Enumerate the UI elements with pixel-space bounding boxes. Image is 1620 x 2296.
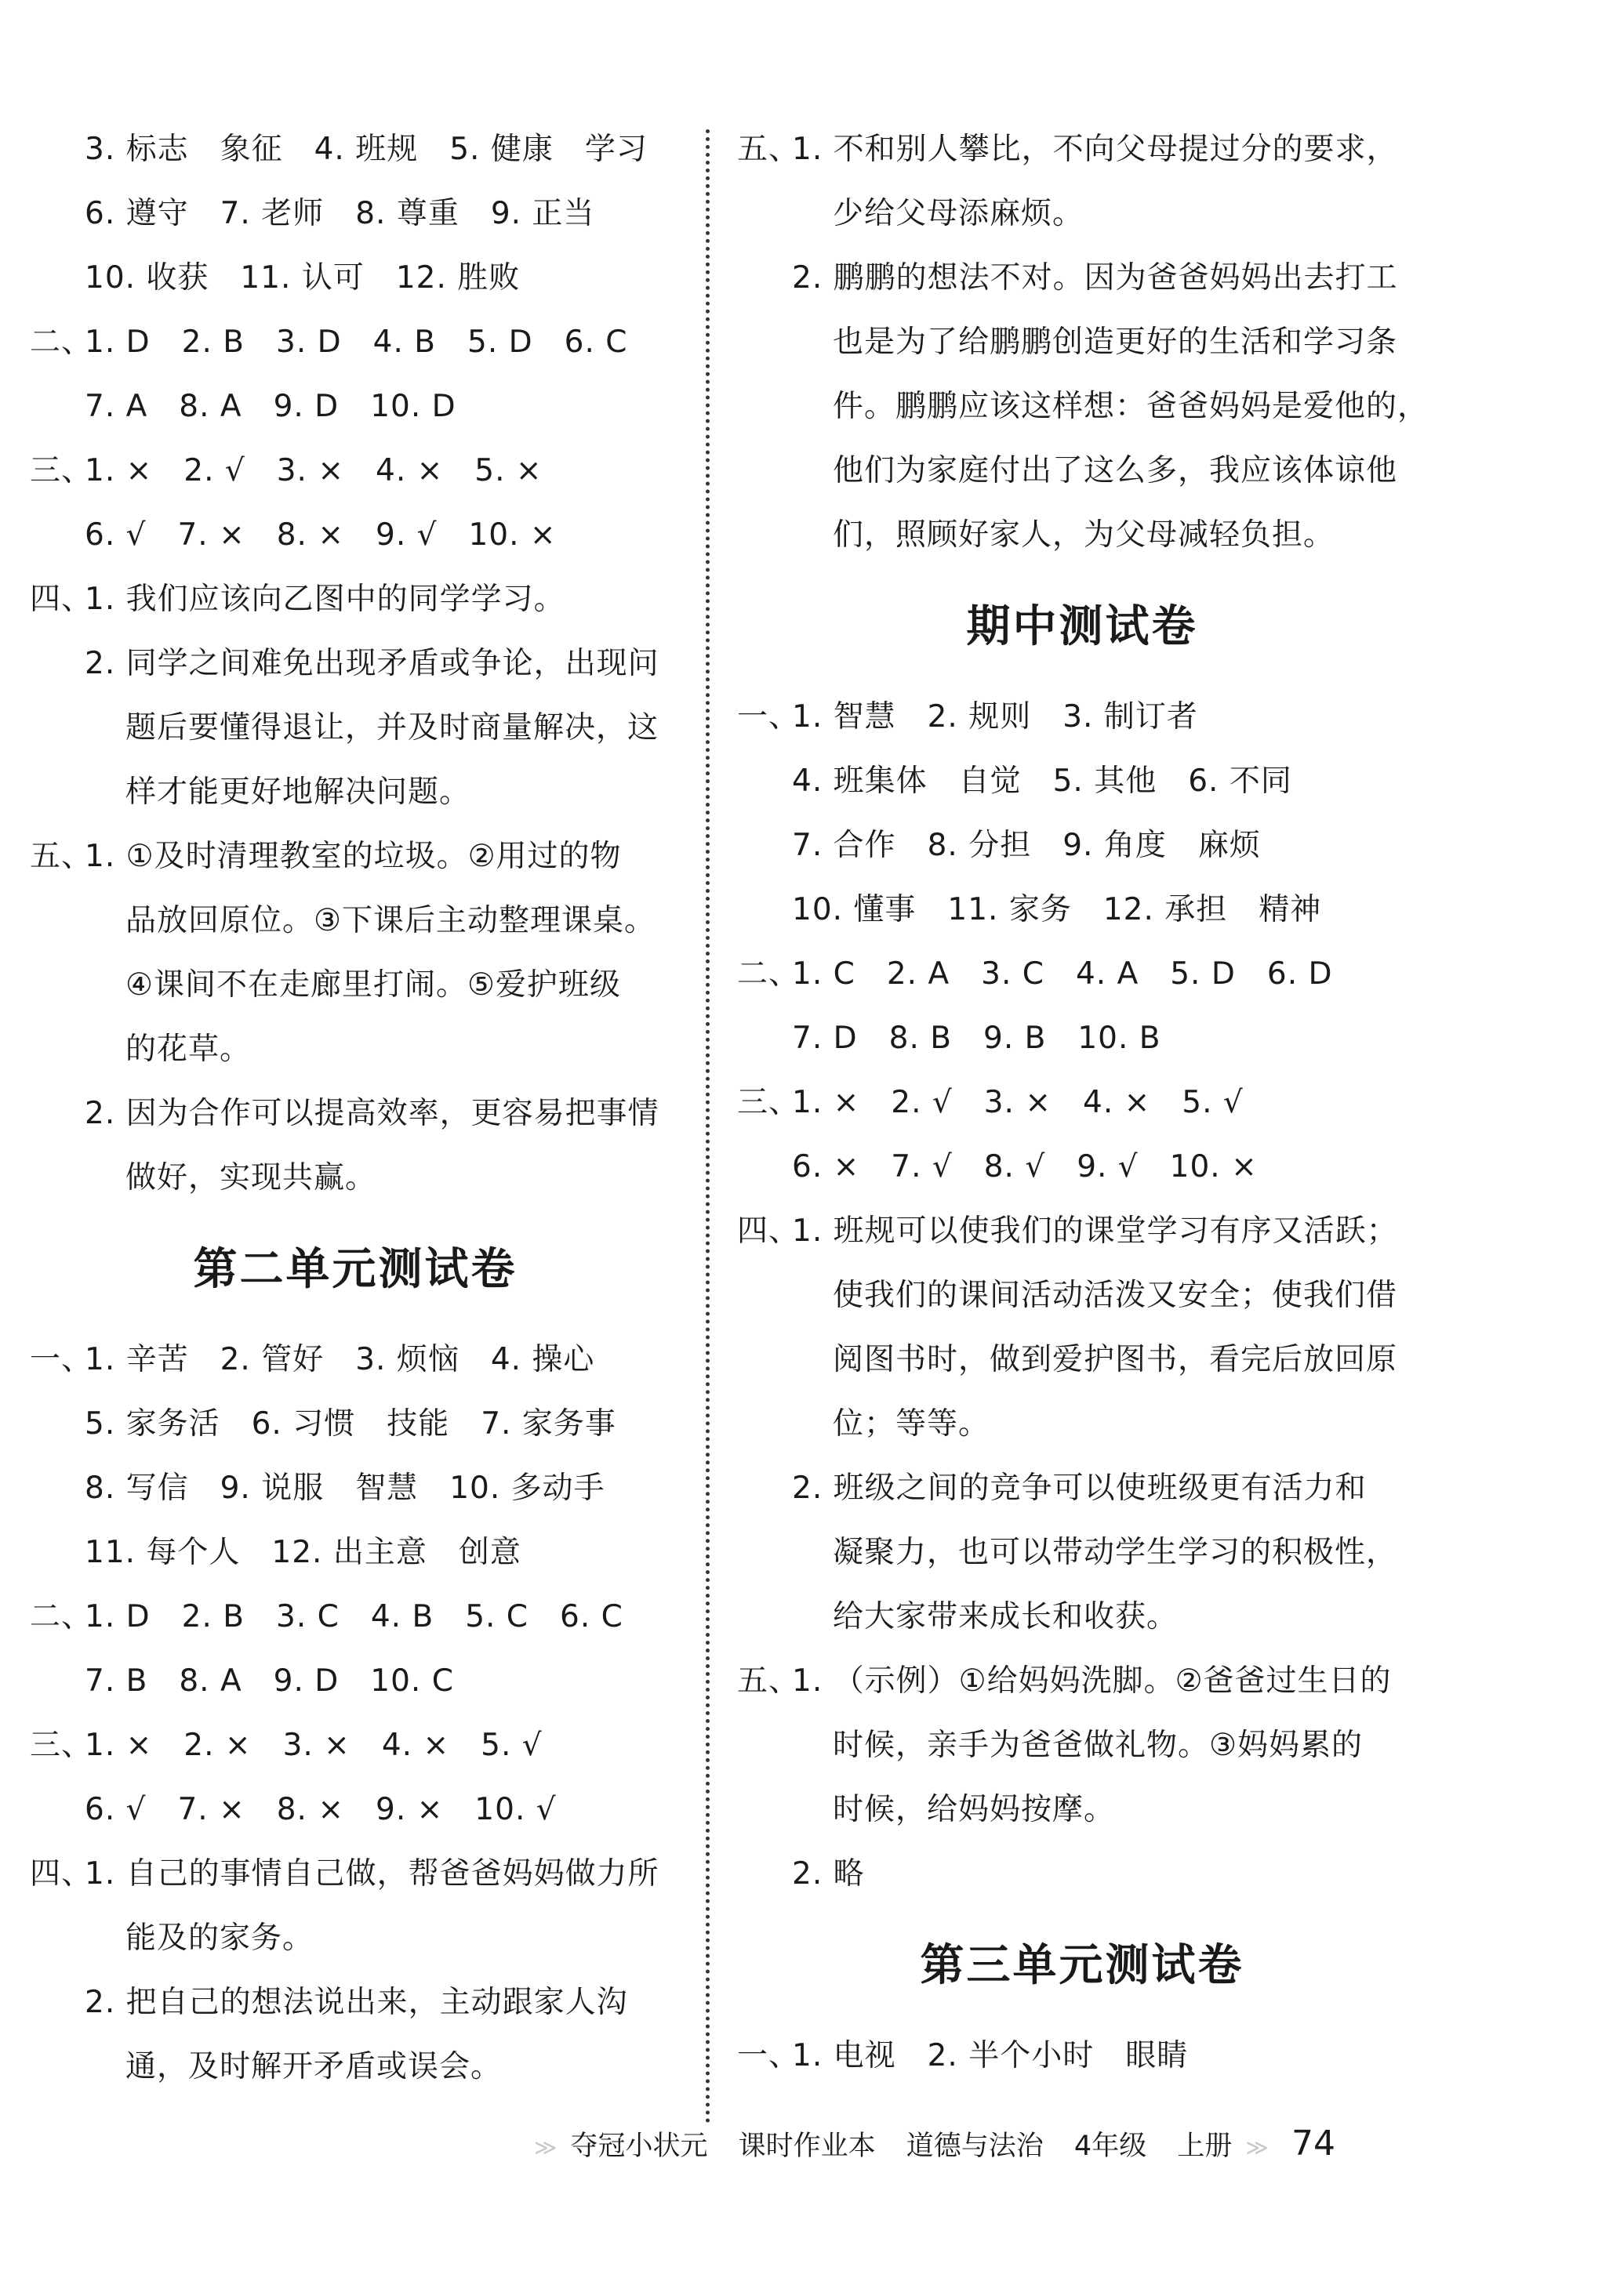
answer-line [30,1521,681,1585]
right-column [737,118,1427,2088]
answer-text: 11. 每个人 12. 出主意 创意 [85,1535,521,1570]
question-group-number: 五、 [30,839,93,874]
question-group-number: 三、 [737,1085,801,1120]
answer-line [30,1649,681,1714]
answer-text: 6. √ 7. × 8. × 9. √ 10. × [85,517,557,553]
answer-line [30,696,681,760]
answer-line [30,953,681,1017]
footer-decoration-left: ≫ [534,2135,558,2160]
answer-text: 样才能更好地解决问题。 [125,774,471,810]
answer-line [30,889,681,953]
answer-text: 给大家带来成长和收获。 [833,1599,1179,1634]
answer-text: 2. 把自己的想法说出来，主动跟家人沟 [85,1985,628,2020]
answer-text: 1. 班规可以使我们的课堂学习有序又活跃； [792,1213,1398,1249]
answer-line [30,1146,681,1210]
answer-line [30,1906,681,1971]
answer-line [30,568,681,632]
answer-line [737,439,1427,503]
answer-line [30,375,681,439]
answer-text: 1. 智慧 2. 规则 3. 制订者 [792,699,1198,735]
answer-text: 阅图书时，做到爱护图书，看完后放回原 [833,1342,1398,1377]
answer-text: 3. 标志 象征 4. 班规 5. 健康 学习 [85,132,648,167]
question-group-number: 四、 [737,1213,801,1249]
answer-text: 10. 收获 11. 认可 12. 胜败 [85,260,521,296]
answer-line [30,2035,681,2099]
answer-text: 件。鹏鹏应该这样想：爸爸妈妈是爱他的， [833,389,1429,424]
footer-volume: 上册 [1177,2131,1233,2162]
answer-text: 1. D 2. B 3. D 4. B 5. D 6. C [85,325,628,360]
answer-line [737,1071,1427,1135]
answer-text: 1. 辛苦 2. 管好 3. 烦恼 4. 操心 [85,1342,595,1377]
answer-text: 1. 我们应该向乙图中的同学学习。 [85,582,565,617]
answer-text: 1. × 2. √ 3. × 4. × 5. √ [792,1085,1244,1120]
answer-line [737,1199,1427,1264]
question-group-number: 一、 [737,699,801,735]
answer-line [737,1714,1427,1778]
answer-text: 7. A 8. A 9. D 10. D [85,389,456,424]
answer-text: 也是为了给鹏鹏创造更好的生活和学习条 [833,325,1398,360]
question-group-number: 二、 [737,956,801,992]
answer-line [737,1842,1427,1906]
answer-line [737,878,1427,942]
answer-line [737,118,1427,182]
footer-decoration-right: ≫ [1245,2135,1269,2160]
answer-text: 2. 鹏鹏的想法不对。因为爸爸妈妈出去打工 [792,260,1398,296]
answer-line [30,1585,681,1649]
answer-text: 6. 遵守 7. 老师 8. 尊重 9. 正当 [85,196,595,231]
answer-line [30,1714,681,1778]
footer-grade: 4年级 [1073,2131,1147,2162]
answer-text: 能及的家务。 [125,1921,314,1956]
answer-text: 使我们的课间活动活泼又安全；使我们借 [833,1278,1398,1313]
answer-line [737,1392,1427,1456]
answer-text: 10. 懂事 11. 家务 12. 承担 精神 [792,892,1322,927]
answer-text: 时候，亲手为爸爸做礼物。③妈妈累的 [833,1728,1363,1763]
question-group-number: 三、 [30,453,93,488]
answer-line [30,825,681,889]
answer-text: 4. 班集体 自觉 5. 其他 6. 不同 [792,764,1292,799]
answer-text: 7. D 8. B 9. B 10. B [792,1021,1161,1056]
answer-line [737,310,1427,375]
answer-line [737,246,1427,310]
answer-line [737,2024,1427,2088]
answer-text: 1. × 2. × 3. × 4. × 5. √ [85,1728,543,1763]
answer-line [737,1328,1427,1392]
question-group-number: 三、 [30,1728,93,1763]
page-number: 74 [1291,2124,1335,2164]
answer-line [737,503,1427,568]
answer-line [30,1778,681,1842]
question-group-number: 五、 [737,1663,801,1699]
answer-line [30,310,681,375]
answer-line [737,814,1427,878]
answer-text: 1. ①及时清理教室的垃圾。②用过的物 [85,839,622,874]
answer-line [737,1778,1427,1842]
answer-text: 时候，给妈妈按摩。 [833,1792,1116,1827]
question-group-number: 一、 [30,1342,93,1377]
answer-line [737,1264,1427,1328]
answer-line [30,1392,681,1456]
answer-text: 通，及时解开矛盾或误会。 [125,2049,503,2084]
column-divider [706,129,710,2124]
answer-line [737,749,1427,814]
answer-text: 6. × 7. √ 8. √ 9. √ 10. × [792,1149,1258,1184]
answer-text: 2. 略 [792,1856,865,1892]
question-group-number: 五、 [737,132,801,167]
answer-line [737,1585,1427,1649]
footer-series: 夺冠小状元 [570,2131,708,2162]
answer-text: 1. 自己的事情自己做，帮爸爸妈妈做力所 [85,1856,659,1892]
answer-text: 1. C 2. A 3. C 4. A 5. D 6. D [792,956,1333,992]
answer-text: 8. 写信 9. 说服 智慧 10. 多动手 [85,1471,605,1506]
answer-line [737,182,1427,246]
answer-text: 们，照顾好家人，为父母减轻负担。 [833,517,1335,553]
answer-text: 2. 因为合作可以提高效率，更容易把事情 [85,1096,659,1131]
answer-line [30,1328,681,1392]
answer-line [30,1456,681,1521]
answer-text: 7. 合作 8. 分担 9. 角度 麻烦 [792,828,1261,863]
footer-book: 课时作业本 [738,2131,876,2162]
answer-text: 品放回原位。③下课后主动整理课桌。 [125,903,656,938]
question-group-number: 四、 [30,1856,93,1892]
answer-line [30,1971,681,2035]
answer-line [30,439,681,503]
answer-text: 凝聚力，也可以带动学生学习的积极性， [833,1535,1398,1570]
answer-line [30,1017,681,1082]
answer-text: 少给父母添麻烦。 [833,196,1084,231]
answer-line [737,375,1427,439]
answer-text: 的花草。 [125,1032,252,1067]
answer-line [737,1456,1427,1521]
answer-text: 1. （示例）①给妈妈洗脚。②爸爸过生日的 [792,1663,1392,1699]
answer-line [30,632,681,696]
question-group-number: 二、 [30,1599,93,1634]
answer-line [737,1007,1427,1071]
answer-text: ④课间不在走廊里打闹。⑤爱护班级 [125,967,621,1003]
answer-line [30,503,681,568]
page-footer [529,2116,1335,2171]
answer-text: 他们为家庭付出了这么多，我应该体谅他 [833,453,1398,488]
answer-text: 6. √ 7. × 8. × 9. × 10. √ [85,1792,557,1827]
section-heading: 第二单元测试卷 [193,1243,518,1295]
answer-line [30,182,681,246]
answer-text: 题后要懂得退让，并及时商量解决，这 [125,710,659,745]
answer-text: 1. × 2. √ 3. × 4. × 5. × [85,453,543,488]
answer-text: 7. B 8. A 9. D 10. C [85,1663,454,1699]
answer-line [737,685,1427,749]
answer-text: 2. 班级之间的竞争可以使班级更有活力和 [792,1471,1367,1506]
answer-line [737,1521,1427,1585]
answer-line [30,246,681,310]
answer-line [737,1135,1427,1199]
answer-line [30,1082,681,1146]
answer-line [30,1842,681,1906]
answer-text: 2. 同学之间难免出现矛盾或争论，出现问 [85,646,659,681]
answer-text: 1. 不和别人攀比，不向父母提过分的要求， [792,132,1398,167]
answer-line [30,118,681,182]
answer-text: 位；等等。 [833,1406,990,1442]
question-group-number: 一、 [737,2038,801,2073]
answer-line [737,942,1427,1007]
question-group-number: 二、 [30,325,93,360]
answer-line [30,760,681,825]
footer-subject: 道德与法治 [906,2131,1044,2162]
left-column [30,118,681,2099]
answer-text: 1. 电视 2. 半个小时 眼睛 [792,2038,1189,2073]
answer-text: 1. D 2. B 3. C 4. B 5. C 6. C [85,1599,623,1634]
question-group-number: 四、 [30,582,93,617]
answer-text: 做好，实现共赢。 [125,1160,377,1195]
section-heading: 第三单元测试卷 [920,1939,1244,1991]
answer-line [737,1649,1427,1714]
section-heading: 期中测试卷 [966,600,1198,652]
answer-text: 5. 家务活 6. 习惯 技能 7. 家务事 [85,1406,616,1442]
